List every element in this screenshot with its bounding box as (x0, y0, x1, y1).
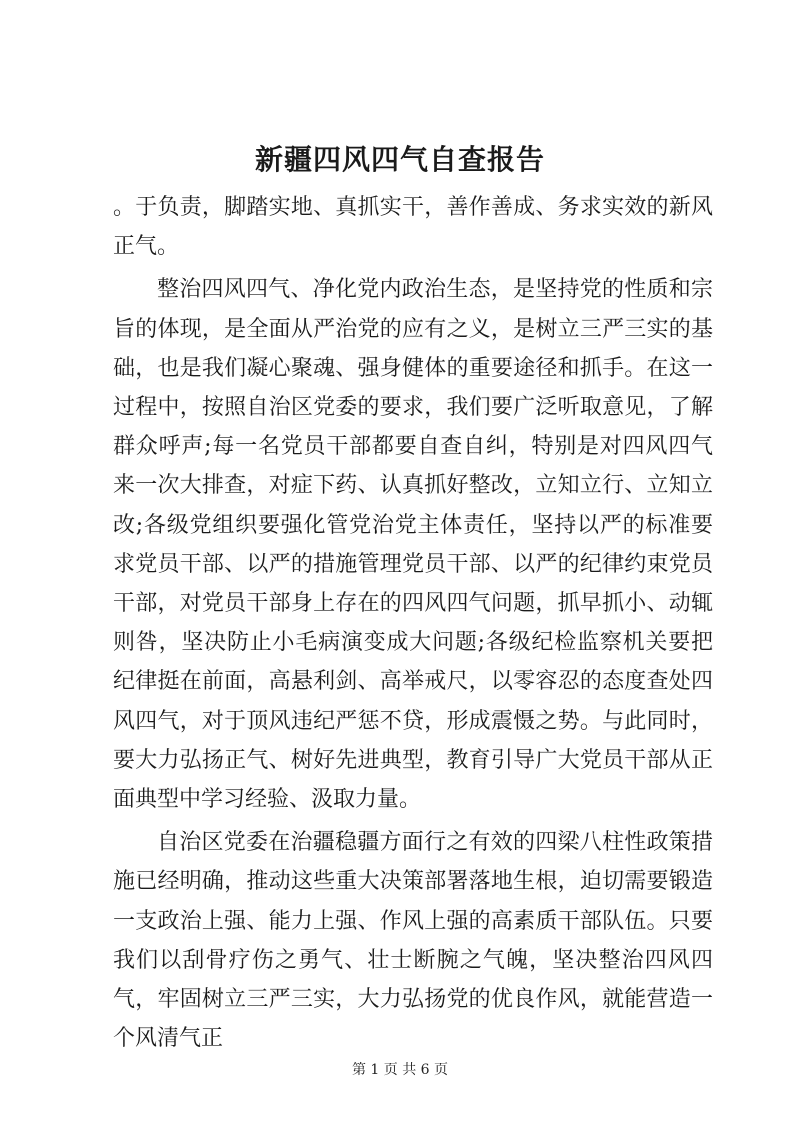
paragraph-rectification: 整治四风四气、净化党内政治生态，是坚持党的性质和宗旨的体现，是全面从严治党的应有之义，是树立三严三实的基础，也是我们凝心聚魂、强身健体的重要途径和抓手。在这一过程中，按照自治区党委的要求，我们要广泛听取意见，了解群众呼声;每一名党员干部都要自查自纠，特别是对四风四气来一次大排查，对症下药、认真抓好整改，立知立行、立知立改;各级党组织要强化管党治党主体责任，坚持以严的标准要求党员干部、以严的措施管理党员干部、以严的纪律约束党员干部，对党员干部身上存在的四风四气问题，抓早抓小、动辄则咎，坚决防止小毛病演变成大问题;各级纪检监察机关要把纪律挺在前面，高悬利剑、高举戒尺，以零容忍的态度查处四风四气，对于顶风违纪严惩不贷，形成震慑之势。与此同时，要大力弘扬正气、树好先进典型，教育引导广大党员干部从正面典型中学习经验、汲取力量。 (113, 277, 713, 813)
page-number-footer: 第 1 页 共 6 页 (351, 1062, 449, 1078)
paragraph-cadre-team: 自治区党委在治疆稳疆方面行之有效的四梁八柱性政策措施已经明确，推动这些重大决策部署落地生根，迫切需要锻造一支政治上强、能力上强、作风上强的高素质干部队伍。只要我们以刮骨疗伤之勇气、壮士断腕之气魄，坚决整治四风四气，牢固树立三严三实，大力弘扬党的优良作风，就能营造一个风清气正 (113, 830, 713, 1052)
document-body (113, 188, 713, 1062)
paragraph-continuation: 。于负责，脚踏实地、真抓实干，善作善成、务求实效的新风正气。 (113, 195, 713, 260)
document-title: 新疆四风四气自查报告 (254, 143, 545, 176)
